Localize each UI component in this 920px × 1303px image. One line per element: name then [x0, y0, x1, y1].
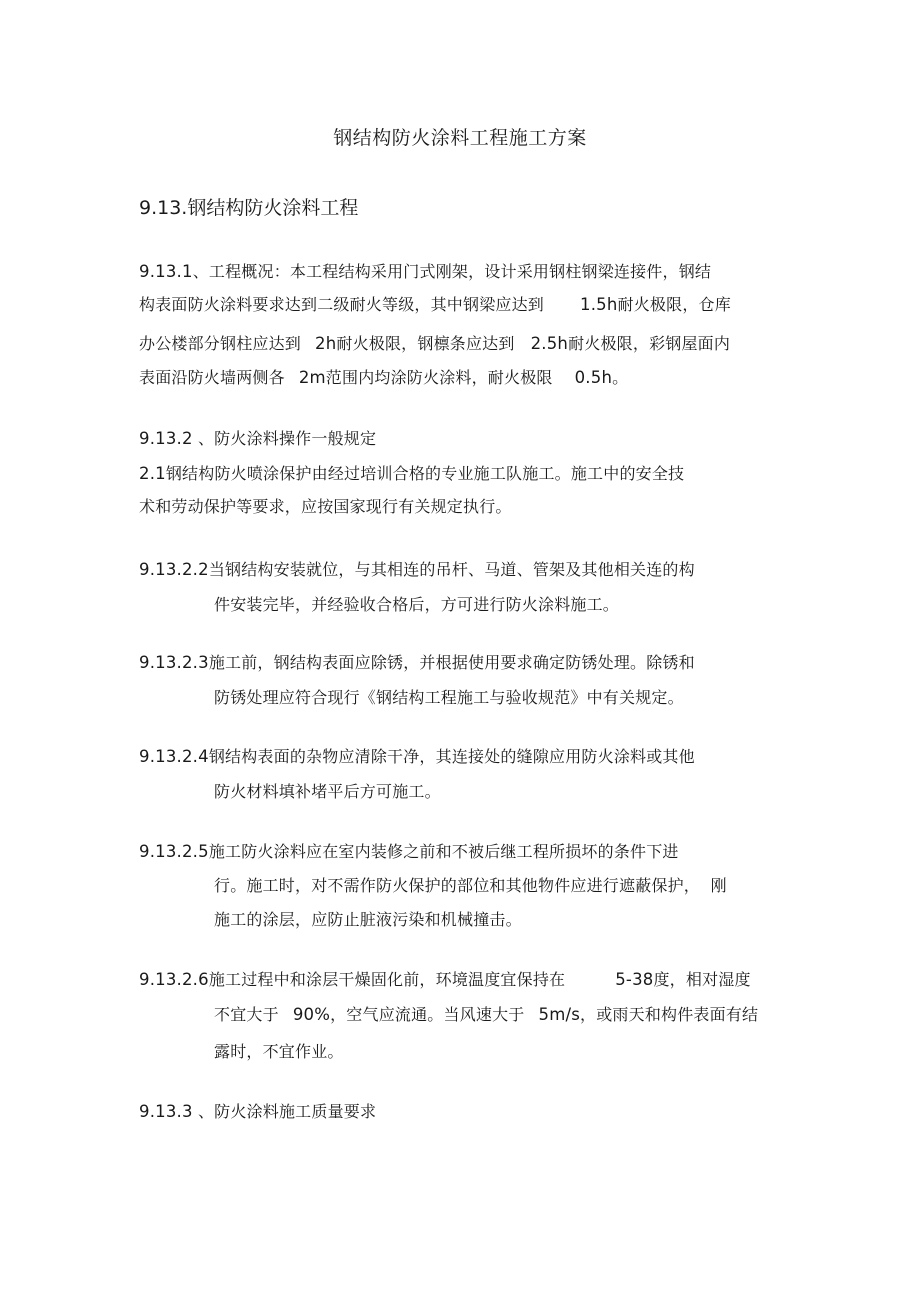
value-temperature: 5-38 — [615, 970, 654, 989]
value-humidity: 90% — [292, 1005, 331, 1024]
para-9-13-2-6-line-3: 露时，不宜作业。 — [214, 1042, 344, 1061]
para-9-13-2-3-line-2: 防锈处理应符合现行《钢结构工程施工与验收规范》中有关规定。 — [214, 688, 684, 707]
para-2-1-line-2: 术和劳动保护等要求，应按国家现行有关规定执行。 — [139, 497, 512, 516]
para-9-13-2-4-line-1 — [139, 747, 695, 767]
para-number: 2.1 — [139, 464, 166, 483]
para-9-13-1-line-4 — [139, 368, 628, 388]
para-text: 不宜大于 — [214, 1005, 279, 1024]
para-number: 9.13.2.6 — [139, 970, 209, 989]
para-text: 、工程概况：本工程结构采用门式刚架，设计采用钢柱钢梁连接件，钢结 — [192, 262, 712, 281]
para-number: 9.13.2.4 — [139, 747, 209, 766]
para-text: 施工防火涂料应在室内装修之前和不被后继工程所损坏的条件下进 — [208, 842, 679, 861]
para-9-13-2-4-line-2: 防火材料填补堵平后方可施工。 — [214, 782, 441, 801]
para-text: 耐火极限，仓库 — [617, 295, 731, 314]
para-text: 构表面防火涂料要求达到二级耐火等级，其中钢梁应达到 — [139, 295, 545, 314]
para-text: 耐火极限，彩钢屋面内 — [568, 334, 731, 353]
para-number: 9.13.2.2 — [139, 560, 209, 579]
value-0-5h: 0.5h — [574, 368, 613, 387]
value-2h: 2h — [315, 334, 337, 353]
para-9-13-2-3-line-1 — [139, 653, 695, 673]
para-text: 度，相对湿度 — [653, 970, 751, 989]
para-number: 9.13.1 — [139, 262, 193, 281]
para-text: ，空气应流通。当风速大于 — [330, 1005, 525, 1024]
para-9-13-1-line-2 — [139, 295, 731, 315]
para-9-13-2-2-line-1 — [139, 560, 695, 580]
para-text: 表面沿防火墙两侧各 — [139, 368, 285, 387]
para-text: 钢结构防火喷涂保护由经过培训合格的专业施工队施工。施工中的安全技 — [165, 464, 685, 483]
para-text: 施工过程中和涂层干燥固化前，环境温度宜保持在 — [208, 970, 566, 989]
value-2-5h: 2.5h — [530, 334, 569, 353]
para-number: 9.13.3 — [139, 1102, 193, 1121]
para-text: 施工前，钢结构表面应除锈，并根据使用要求确定防锈处理。除锈和 — [208, 653, 695, 672]
para-9-13-1-line-1 — [139, 262, 711, 282]
section-number: 9.13. — [139, 197, 188, 219]
para-9-13-2-5-line-1 — [139, 842, 679, 862]
para-9-13-2-5-line-3: 施工的涂层，应防止脏液污染和机械撞击。 — [214, 910, 522, 929]
para-text: 、防火涂料施工质量要求 — [192, 1102, 377, 1121]
section-title: 钢结构防火涂料工程 — [187, 197, 359, 219]
para-9-13-2-6-line-2 — [214, 1005, 758, 1025]
value-1-5h: 1.5h — [580, 295, 618, 314]
para-text: 当钢结构安装就位，与其相连的吊杆、马道、管架及其他相关连的构 — [208, 560, 695, 579]
para-number: 9.13.2 — [139, 429, 193, 448]
para-9-13-2-2-line-2: 件安装完毕，并经验收合格后，方可进行防火涂料施工。 — [214, 595, 620, 614]
para-9-13-3-heading — [139, 1102, 376, 1122]
value-2m: 2m — [298, 368, 326, 387]
para-9-13-2-5-line-2: 行。施工时，对不需作防火保护的部位和其他物件应进行遮蔽保护， 刚 — [214, 876, 727, 895]
para-text: 、防火涂料操作一般规定 — [192, 429, 377, 448]
para-text: 耐火极限，钢檩条应达到 — [336, 334, 515, 353]
para-text: 范围内均涂防火涂料，耐火极限 — [325, 368, 553, 387]
para-text: 办公楼部分钢柱应达到 — [139, 334, 302, 353]
para-text: 钢结构表面的杂物应清除干净，其连接处的缝隙应用防火涂料或其他 — [208, 747, 695, 766]
para-9-13-2-heading — [139, 429, 376, 449]
value-wind-speed: 5m/s — [538, 1005, 581, 1024]
para-9-13-1-line-3 — [139, 334, 730, 354]
para-text: 。 — [612, 368, 629, 387]
section-heading — [139, 196, 358, 220]
para-text: ，或雨天和构件表面有结 — [580, 1005, 759, 1024]
document-title: 钢结构防火涂料工程施工方案 — [333, 127, 587, 149]
para-9-13-2-6-line-1 — [139, 970, 751, 990]
para-2-1-line-1 — [139, 464, 684, 484]
para-number: 9.13.2.3 — [139, 653, 209, 672]
para-number: 9.13.2.5 — [139, 842, 209, 861]
